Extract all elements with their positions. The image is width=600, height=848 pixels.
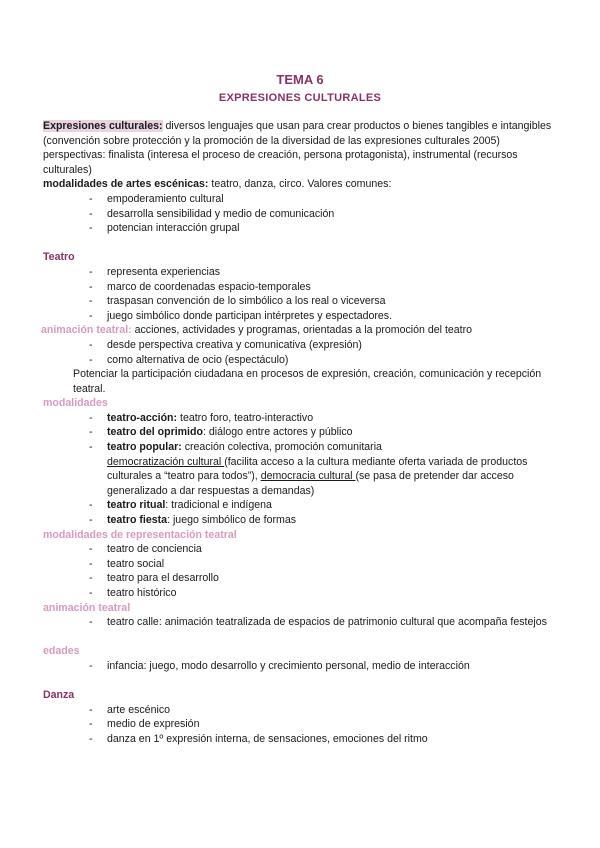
democracia-text: (se pasa de pretender dar acceso generalizado a dar respuestas a demandas): [107, 470, 514, 497]
democracia-term: democracia cultural: [260, 470, 356, 483]
list-item: - medio de expresión: [43, 717, 563, 732]
list-item: - desde perspectiva creativa y comunicativa (expresión): [43, 338, 563, 353]
popular-detail: [43, 455, 563, 499]
animacion-teatral-line: [41, 323, 563, 338]
danza-list: [43, 703, 563, 747]
list-item: - teatro histórico: [43, 586, 563, 601]
list-item: - danza en 1º expresión interna, de sensaciones, emociones del ritmo: [43, 732, 563, 747]
page-title: TEMA 6: [276, 72, 324, 87]
list-item: - marco de coordenadas espacio-temporales: [43, 280, 563, 295]
animacion-teatral-text: acciones, actividades y programas, orientadas a la promoción del teatro: [131, 324, 473, 337]
list-item: - empoderamiento cultural: [43, 192, 563, 207]
list-item: [43, 498, 563, 513]
modalidades-list: [43, 411, 563, 455]
intro-perspectives: perspectivas: finalista (interesa el proceso de creación, persona protagonista), instrumental (recursos culturales): [43, 149, 518, 176]
list-item: [43, 411, 563, 426]
list-item: - traspasan convención de lo simbólico a los real o viceversa: [43, 294, 563, 309]
list-item: - potencian interacción grupal: [43, 221, 563, 236]
teatro-heading: Teatro: [43, 251, 75, 264]
list-item: - arte escénico: [43, 703, 563, 718]
intro-term: Expresiones culturales:: [43, 120, 163, 132]
item-text: teatro foro, teatro-interactivo: [177, 411, 314, 424]
intro-modalities-term: modalidades de artes escénicas:: [43, 178, 209, 191]
danza-heading: Danza: [43, 689, 75, 702]
list-item: - desarrolla sensibilidad y medio de comunicación: [43, 207, 563, 222]
list-item: - como alternativa de ocio (espectáculo): [43, 353, 563, 368]
list-item: - teatro social: [43, 557, 563, 572]
list-item: - teatro calle: animación teatralizada de espacios de patrimonio cultural que acompaña festejos: [43, 615, 563, 630]
item-text: : diálogo entre actores y público: [202, 426, 353, 439]
intro-convention: (convención sobre protección y la promoción de la diversidad de las expresiones culturales 2005): [43, 134, 500, 147]
intro-modalities-text: teatro, danza, circo. Valores comunes:: [208, 178, 392, 191]
list-item: - infancia: juego, modo desarrollo y crecimiento personal, medio de interacción: [43, 659, 563, 674]
edades-list: [43, 659, 563, 674]
animacion-list: [43, 338, 563, 367]
item-text: : tradicional e indígena: [165, 499, 272, 512]
document-body: [43, 119, 563, 747]
list-item: - representa experiencias: [43, 265, 563, 280]
edades-heading: edades: [43, 645, 80, 658]
page-subtitle: EXPRESIONES CULTURALES: [218, 92, 382, 104]
list-item: [43, 440, 563, 455]
list-item: - teatro para el desarrollo: [43, 571, 563, 586]
values-list: [43, 192, 563, 236]
intro-modalities: [43, 177, 563, 192]
representacion-list: [43, 542, 563, 600]
animacion2-heading: animación teatral: [43, 601, 131, 614]
list-item: - teatro de conciencia: [43, 542, 563, 557]
item-term: teatro popular:: [107, 441, 182, 454]
list-item: - juego simbólico donde participan intérpretes y espectadores.: [43, 309, 563, 324]
modalidades-heading: modalidades: [43, 397, 108, 410]
intro-definition: [43, 119, 563, 134]
intro-definition-text: diversos lenguajes que usan para crear productos o bienes tangibles e intangibles: [162, 120, 552, 132]
democratizacion-text: (facilita acceso a la cultura mediante oferta variada de productos culturales a “teatro para todos”),: [107, 455, 528, 483]
item-term: teatro-acción:: [107, 411, 178, 424]
teatro-list: [43, 265, 563, 323]
potenciar-text: Potenciar la participación ciudadana en procesos de expresión, creación, comunicación y recepción teatral.: [73, 368, 542, 395]
item-term: teatro del oprimido: [107, 426, 203, 439]
representacion-heading: modalidades de representación teatral: [43, 528, 237, 541]
list-item: [43, 425, 563, 440]
list-item: [43, 513, 563, 528]
item-term: teatro fiesta: [107, 514, 168, 527]
item-text: : juego simbólico de formas: [167, 514, 297, 527]
democratizacion-term: democratización cultural: [107, 455, 225, 468]
animacion-teatral-label: animación teatral:: [41, 324, 132, 337]
item-term: teatro ritual: [107, 499, 166, 512]
animacion2-list: [43, 615, 563, 630]
item-text: creación colectiva, promoción comunitaria: [181, 441, 382, 454]
modalidades-list-2: [43, 498, 563, 527]
